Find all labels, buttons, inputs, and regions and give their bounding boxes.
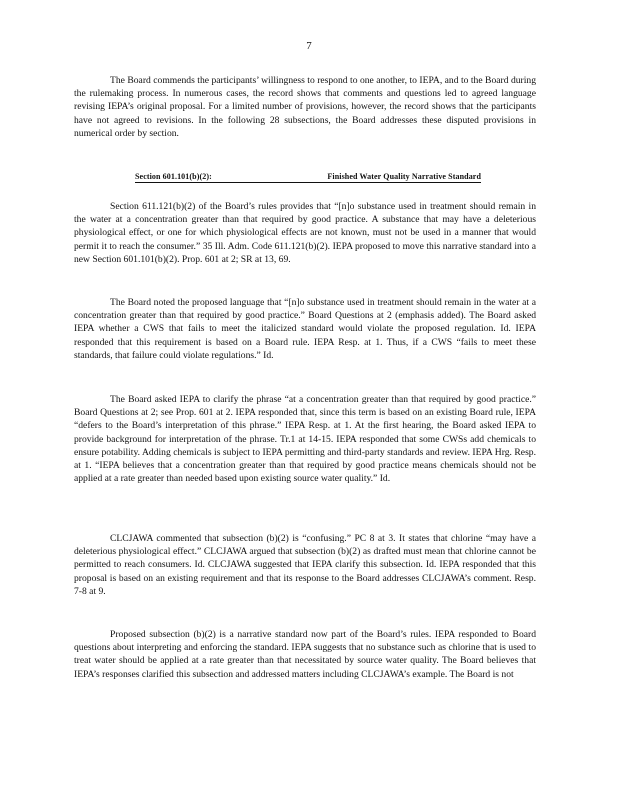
- paragraph-board-noted: The Board noted the proposed language that “[n]o substance used in treatment should remain in the water at a concentration greater than that required by good practice.” Board Questions at 2 (emphasis added). The Board asked IEPA whether a CWS that fails to meet the italicized standard would violate the proposed regulation. Id. IEPA responded that this requirement is based on a Board rule. IEPA Resp. at 1. Thus, if a CWS “fails to meet these standards, that failure could violate regulations.” Id.: [74, 297, 536, 361]
- paragraph-board-asked: The Board asked IEPA to clarify the phrase “at a concentration greater than that required by good practice.” Board Questions at 2; see Prop. 601 at 2. IEPA responded that, since this term is based on an existing Board rule, IEPA “defers to the Board’s interpretation of this phrase.” IEPA Resp. at 1. At the first hearing, the Board asked IEPA to provide background for interpretation of the phrase. Tr.1 at 14-15. IEPA responded that some CWSs add chemicals to ensure potability. Adding chemicals is subject to IEPA permitting and third-party standards and review. IEPA Hrg. Resp. at 1. “IEPA believes that a concentration greater than that required by good practice means chemicals should not be applied at a rate greater than needed based upon existing source water quality.” Id.: [74, 394, 536, 485]
- paragraph-intro: The Board commends the participants’ willingness to respond to one another, to IEPA, and to the Board during the rulemaking process. In numerous cases, the record shows that comments and questions led to agreed language revising IEPA’s original proposal. For a limited number of provisions, however, the record shows that the participants have not agreed to revisions. In the following 28 subsections, the Board addresses these disputed provisions in numerical order by section.: [74, 75, 536, 139]
- paragraph-section-rule: Section 611.121(b)(2) of the Board’s rules provides that “[n]o substance used in treatment should remain in the water at a concentration greater than that required by good practice. A substance that may have a deleterious physiological effect, or one for which physiological effects are not known, must not be used in a manner that would permit it to reach the consumer.” 35 Ill. Adm. Code 611.121(b)(2). IEPA proposed to move this narrative standard into a new Section 601.101(b)(2). Prop. 601 at 2; SR at 13, 69.: [74, 201, 536, 265]
- page-number: 7: [306, 40, 312, 52]
- paragraph-proposed-subsection: Proposed subsection (b)(2) is a narrative standard now part of the Board’s rules. IEPA responded to Board questions about interpreting and enforcing the standard. IEPA suggests that no substance such as chlorine that is used to treat water should be applied at a rate greater than that necessitated by source water quality. The Board believes that IEPA’s responses clarified this subsection and addressed matters including CLCJAWA’s example. The Board is not: [74, 629, 536, 680]
- paragraph-clcjawa-comment: CLCJAWA commented that subsection (b)(2) is “confusing.” PC 8 at 3. It states that chlorine “may have a deleterious physiological effect.” CLCJAWA argued that subsection (b)(2) as drafted must mean that chlorine cannot be permitted to reach consumers. Id. CLCJAWA suggested that IEPA clarify this subsection. Id. IEPA responded that this proposal is based on an existing requirement and that its response to the Board addresses CLCJAWA’s comment. Resp. 7-8 at 9.: [74, 533, 536, 597]
- section-heading-label: Section 601.101(b)(2):: [135, 172, 212, 181]
- section-heading-title: Finished Water Quality Narrative Standard: [327, 172, 481, 181]
- section-heading: [135, 172, 481, 183]
